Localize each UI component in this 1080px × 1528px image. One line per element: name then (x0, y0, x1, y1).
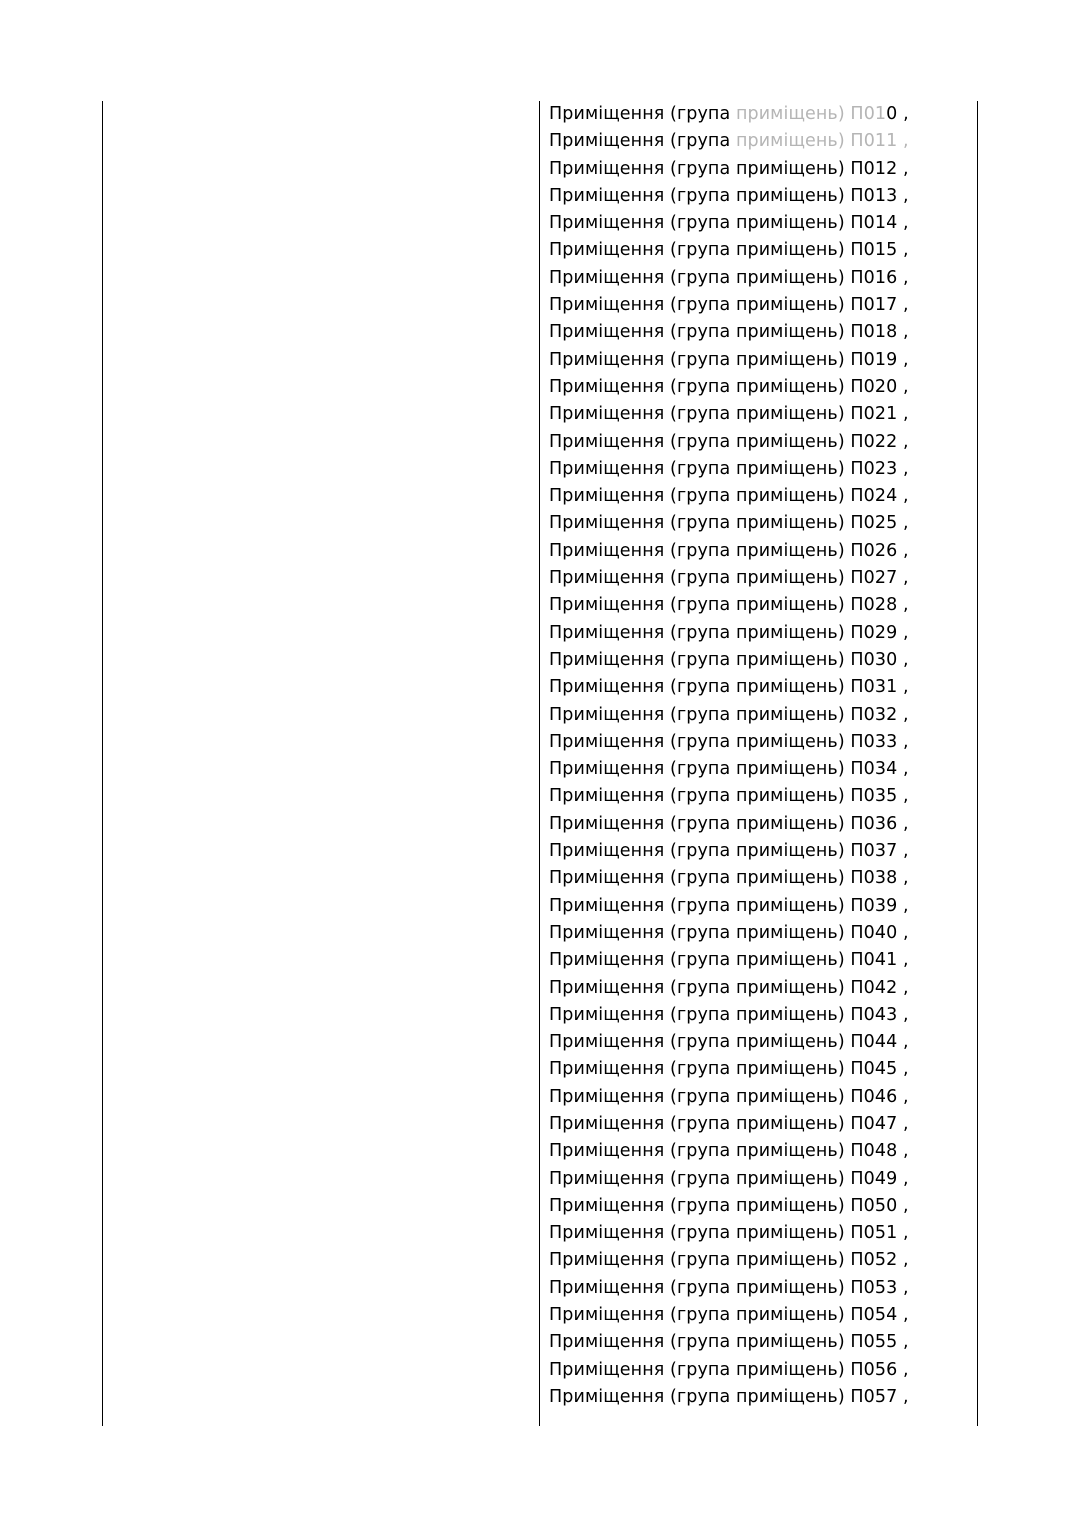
list-item (549, 674, 969, 701)
list-item (549, 156, 969, 183)
list-item (549, 565, 969, 592)
list-item (549, 483, 969, 510)
list-item (549, 647, 969, 674)
list-item (549, 292, 969, 319)
room-label-text: Приміщення (група приміщень) П038 , (549, 868, 909, 889)
room-label-suffix-text: 0 , (886, 104, 909, 124)
table-left-border (102, 101, 103, 1426)
list-item (549, 265, 969, 292)
room-label-text: Приміщення (група (549, 131, 736, 152)
list-item (549, 510, 969, 537)
list-item (549, 811, 969, 838)
room-label-text: Приміщення (група приміщень) П055 , (549, 1332, 909, 1353)
room-label-text: Приміщення (група приміщень) П015 , (549, 240, 909, 261)
list-item (549, 1384, 969, 1411)
room-label-text: Приміщення (група приміщень) П056 , (549, 1359, 909, 1380)
room-label-text: Приміщення (група приміщень) П039 , (549, 895, 909, 916)
room-label-text: Приміщення (група приміщень) П023 , (549, 458, 909, 479)
room-label-text: Приміщення (група приміщень) П032 , (549, 704, 909, 725)
room-label-text: Приміщення (група приміщень) П028 , (549, 595, 909, 616)
list-item (549, 319, 969, 346)
list-item (549, 538, 969, 565)
room-label-text: Приміщення (група приміщень) П027 , (549, 568, 909, 589)
room-label-text: Приміщення (група приміщень) П019 , (549, 349, 909, 370)
list-item (549, 1111, 969, 1138)
room-label-text: Приміщення (група приміщень) П031 , (549, 677, 909, 698)
list-item (549, 975, 969, 1002)
room-label-text: Приміщення (група приміщень) П030 , (549, 649, 909, 670)
room-label-faded-text: приміщень) П011 , (735, 131, 909, 152)
room-label-text: Приміщення (група приміщень) П029 , (549, 622, 909, 643)
list-item (549, 783, 969, 810)
room-label-text: Приміщення (група приміщень) П057 , (549, 1386, 909, 1407)
list-item (549, 1138, 969, 1165)
room-label-text: Приміщення (група приміщень) П049 , (549, 1168, 909, 1189)
room-label-text: Приміщення (група приміщень) П051 , (549, 1223, 909, 1244)
list-item (549, 838, 969, 865)
room-list-cell (549, 101, 969, 1411)
room-label-text: Приміщення (група приміщень) П035 , (549, 786, 909, 807)
room-label-text: Приміщення (група приміщень) П026 , (549, 540, 909, 561)
room-label-text: Приміщення (група приміщень) П013 , (549, 185, 909, 206)
room-label-faded-text: приміщень) П01 (735, 104, 887, 124)
list-item (549, 210, 969, 237)
list-item (549, 1357, 969, 1384)
room-label-text: Приміщення (група приміщень) П045 , (549, 1059, 909, 1080)
room-label-text: Приміщення (група приміщень) П034 , (549, 759, 909, 780)
table-right-border (977, 101, 978, 1426)
room-label-text: Приміщення (група приміщень) П016 , (549, 267, 909, 288)
list-item (549, 401, 969, 428)
list-item (549, 1029, 969, 1056)
list-item (549, 1056, 969, 1083)
room-label-text: Приміщення (група приміщень) П050 , (549, 1195, 909, 1216)
room-label-text: Приміщення (група приміщень) П017 , (549, 295, 909, 316)
list-item (549, 128, 969, 155)
room-label-text: Приміщення (група (549, 104, 736, 124)
list-item (549, 729, 969, 756)
list-item (549, 456, 969, 483)
room-label-text: Приміщення (група приміщень) П012 , (549, 158, 909, 179)
room-label-text: Приміщення (група приміщень) П036 , (549, 813, 909, 834)
room-label-text: Приміщення (група приміщень) П022 , (549, 431, 909, 452)
room-label-text: Приміщення (група приміщень) П053 , (549, 1277, 909, 1298)
list-item (549, 374, 969, 401)
room-label-text: Приміщення (група приміщень) П040 , (549, 922, 909, 943)
list-item (549, 947, 969, 974)
list-item (549, 592, 969, 619)
list-item (549, 893, 969, 920)
list-item (549, 347, 969, 374)
list-item (549, 620, 969, 647)
list-item (549, 702, 969, 729)
list-item (549, 1002, 969, 1029)
list-item (549, 1302, 969, 1329)
room-label-text: Приміщення (група приміщень) П048 , (549, 1141, 909, 1162)
room-label-text: Приміщення (група приміщень) П014 , (549, 213, 909, 234)
room-label-text: Приміщення (група приміщень) П052 , (549, 1250, 909, 1271)
room-label-text: Приміщення (група приміщень) П025 , (549, 513, 909, 534)
room-label-text: Приміщення (група приміщень) П042 , (549, 977, 909, 998)
list-item (549, 1084, 969, 1111)
table-column-divider (539, 101, 540, 1426)
room-label-text: Приміщення (група приміщень) П021 , (549, 404, 909, 425)
list-item (549, 865, 969, 892)
room-label-text: Приміщення (група приміщень) П033 , (549, 731, 909, 752)
room-label-text: Приміщення (група приміщень) П020 , (549, 376, 909, 397)
room-label-text: Приміщення (група приміщень) П018 , (549, 322, 909, 343)
list-item (549, 101, 969, 128)
room-label-text: Приміщення (група приміщень) П024 , (549, 486, 909, 507)
list-item (549, 1275, 969, 1302)
room-label-text: Приміщення (група приміщень) П054 , (549, 1305, 909, 1326)
list-item (549, 1220, 969, 1247)
list-item (549, 237, 969, 264)
room-label-text: Приміщення (група приміщень) П046 , (549, 1086, 909, 1107)
list-item (549, 756, 969, 783)
list-item (549, 920, 969, 947)
room-label-text: Приміщення (група приміщень) П047 , (549, 1113, 909, 1134)
room-label-text: Приміщення (група приміщень) П043 , (549, 1004, 909, 1025)
list-item (549, 1247, 969, 1274)
room-label-text: Приміщення (група приміщень) П044 , (549, 1032, 909, 1053)
list-item (549, 1166, 969, 1193)
list-item (549, 1193, 969, 1220)
room-label-text: Приміщення (група приміщень) П037 , (549, 841, 909, 862)
list-item (549, 183, 969, 210)
list-item (549, 1329, 969, 1356)
list-item (549, 429, 969, 456)
room-label-text: Приміщення (група приміщень) П041 , (549, 950, 909, 971)
